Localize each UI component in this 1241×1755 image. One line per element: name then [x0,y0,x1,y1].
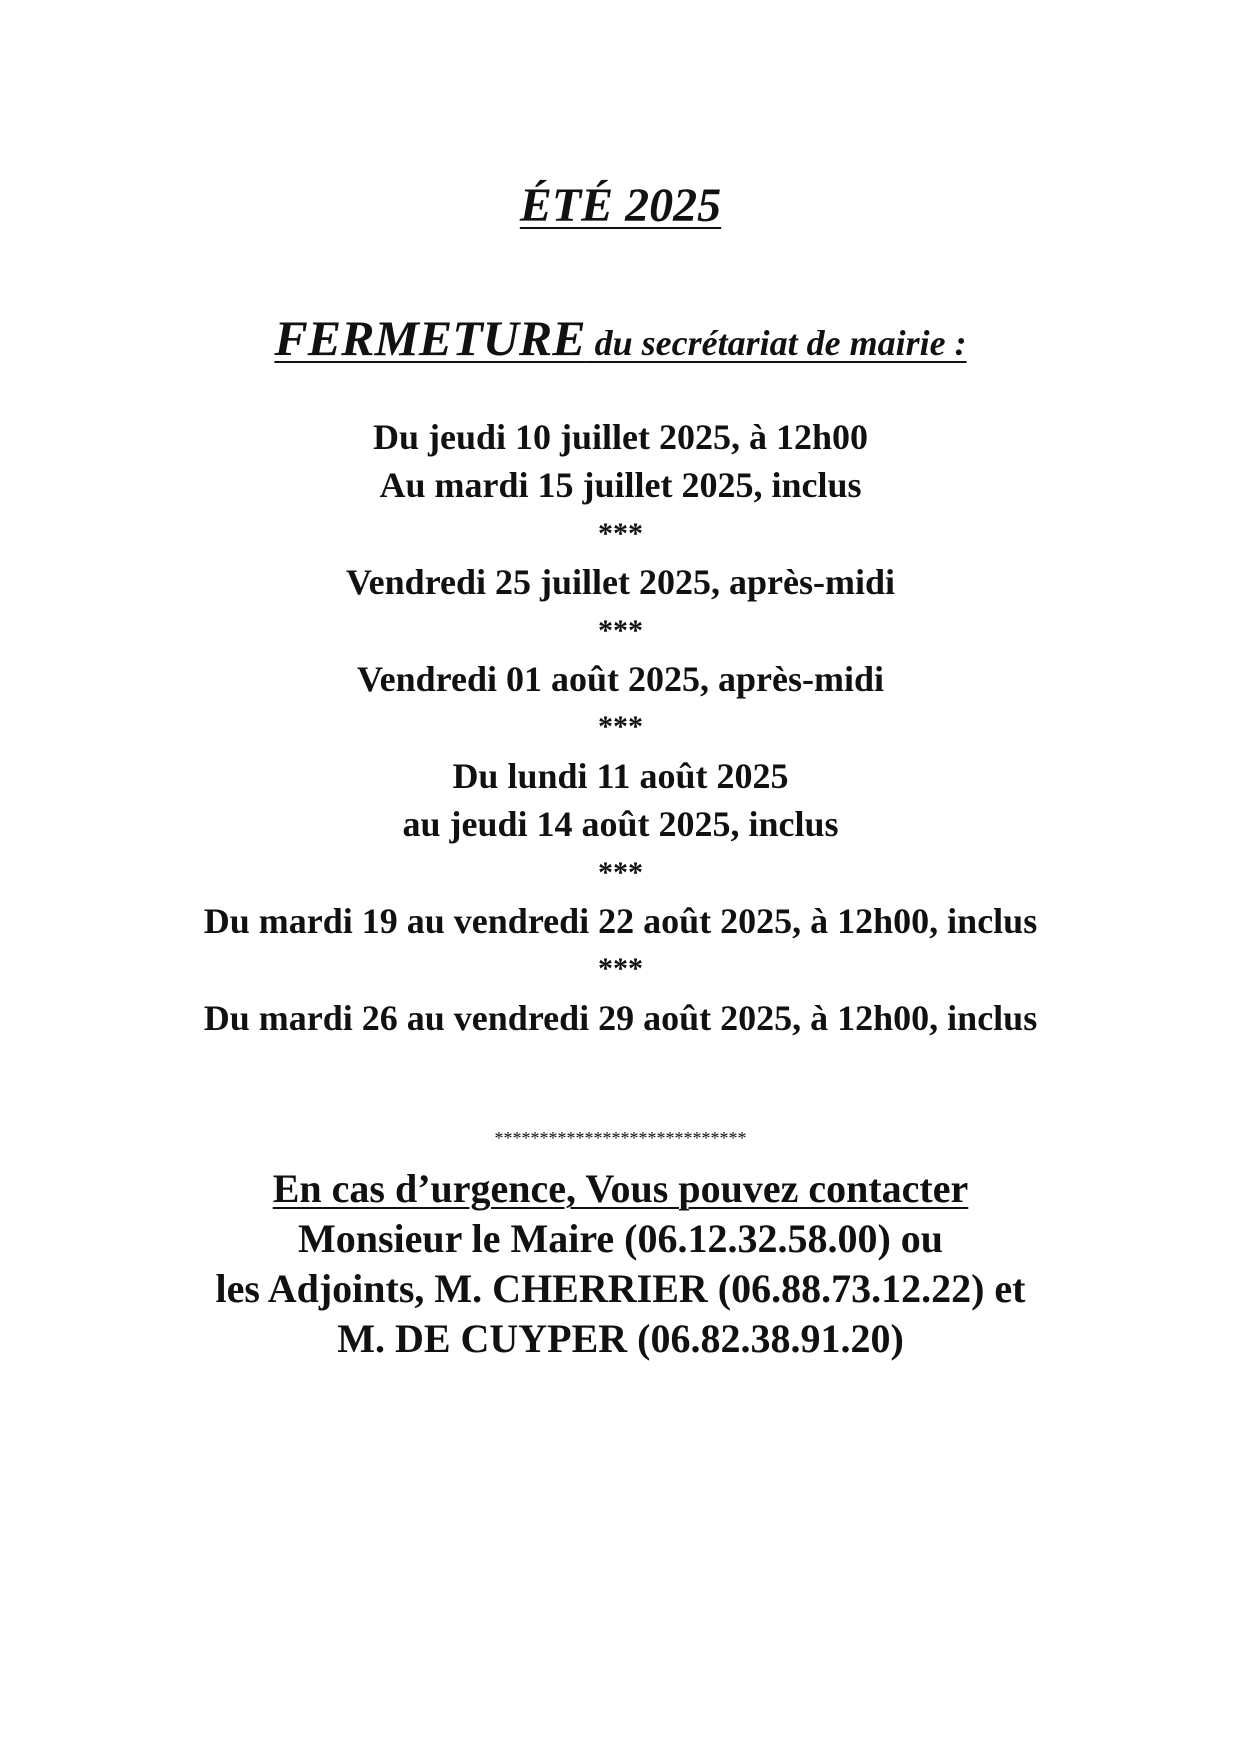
closure-line: au jeudi 14 août 2025, inclus [402,804,839,845]
closure-line: Vendredi 01 août 2025, après-midi [356,659,885,700]
closure-separator: *** [598,613,643,647]
closure-line: Vendredi 25 juillet 2025, après-midi [345,562,896,603]
closure-separator: *** [598,516,643,550]
closure-line: Du mardi 26 au vendredi 29 août 2025, à 12h00, inclus [203,997,1038,1038]
closure-dates-list [0,413,1241,1042]
closure-separator: *** [598,952,643,986]
emergency-contact [0,1164,1241,1364]
closure-separator: *** [598,855,643,889]
title-text: ÉTÉ 2025 [519,179,722,232]
closure-heading [0,308,1241,381]
contact-heading-line [0,1164,1241,1214]
contact-heading: En cas d’urgence, Vous pouvez contacter [272,1166,969,1211]
closure-heading-main: FERMETURE [274,310,586,366]
page-title [0,178,1241,234]
closure-line: Du lundi 11 août 2025 [452,755,789,796]
closure-line: Du jeudi 10 juillet 2025, à 12h00 [372,417,869,457]
contact-line: les Adjoints, M. CHERRIER (06.88.73.12.22) et [215,1266,1026,1311]
closure-heading-underlined [274,310,967,366]
contact-line: M. DE CUYPER (06.82.38.91.20) [337,1316,904,1361]
closure-line: Au mardi 15 juillet 2025, inclus [379,465,862,506]
closure-heading-rest: du secrétariat de mairie : [585,323,967,363]
section-separator: **************************** [494,1128,747,1148]
contact-line: Monsieur le Maire (06.12.32.58.00) ou [297,1216,944,1261]
closure-separator: *** [598,710,643,744]
closure-line: Du mardi 19 au vendredi 22 août 2025, à 12h00, inclus [203,901,1038,942]
